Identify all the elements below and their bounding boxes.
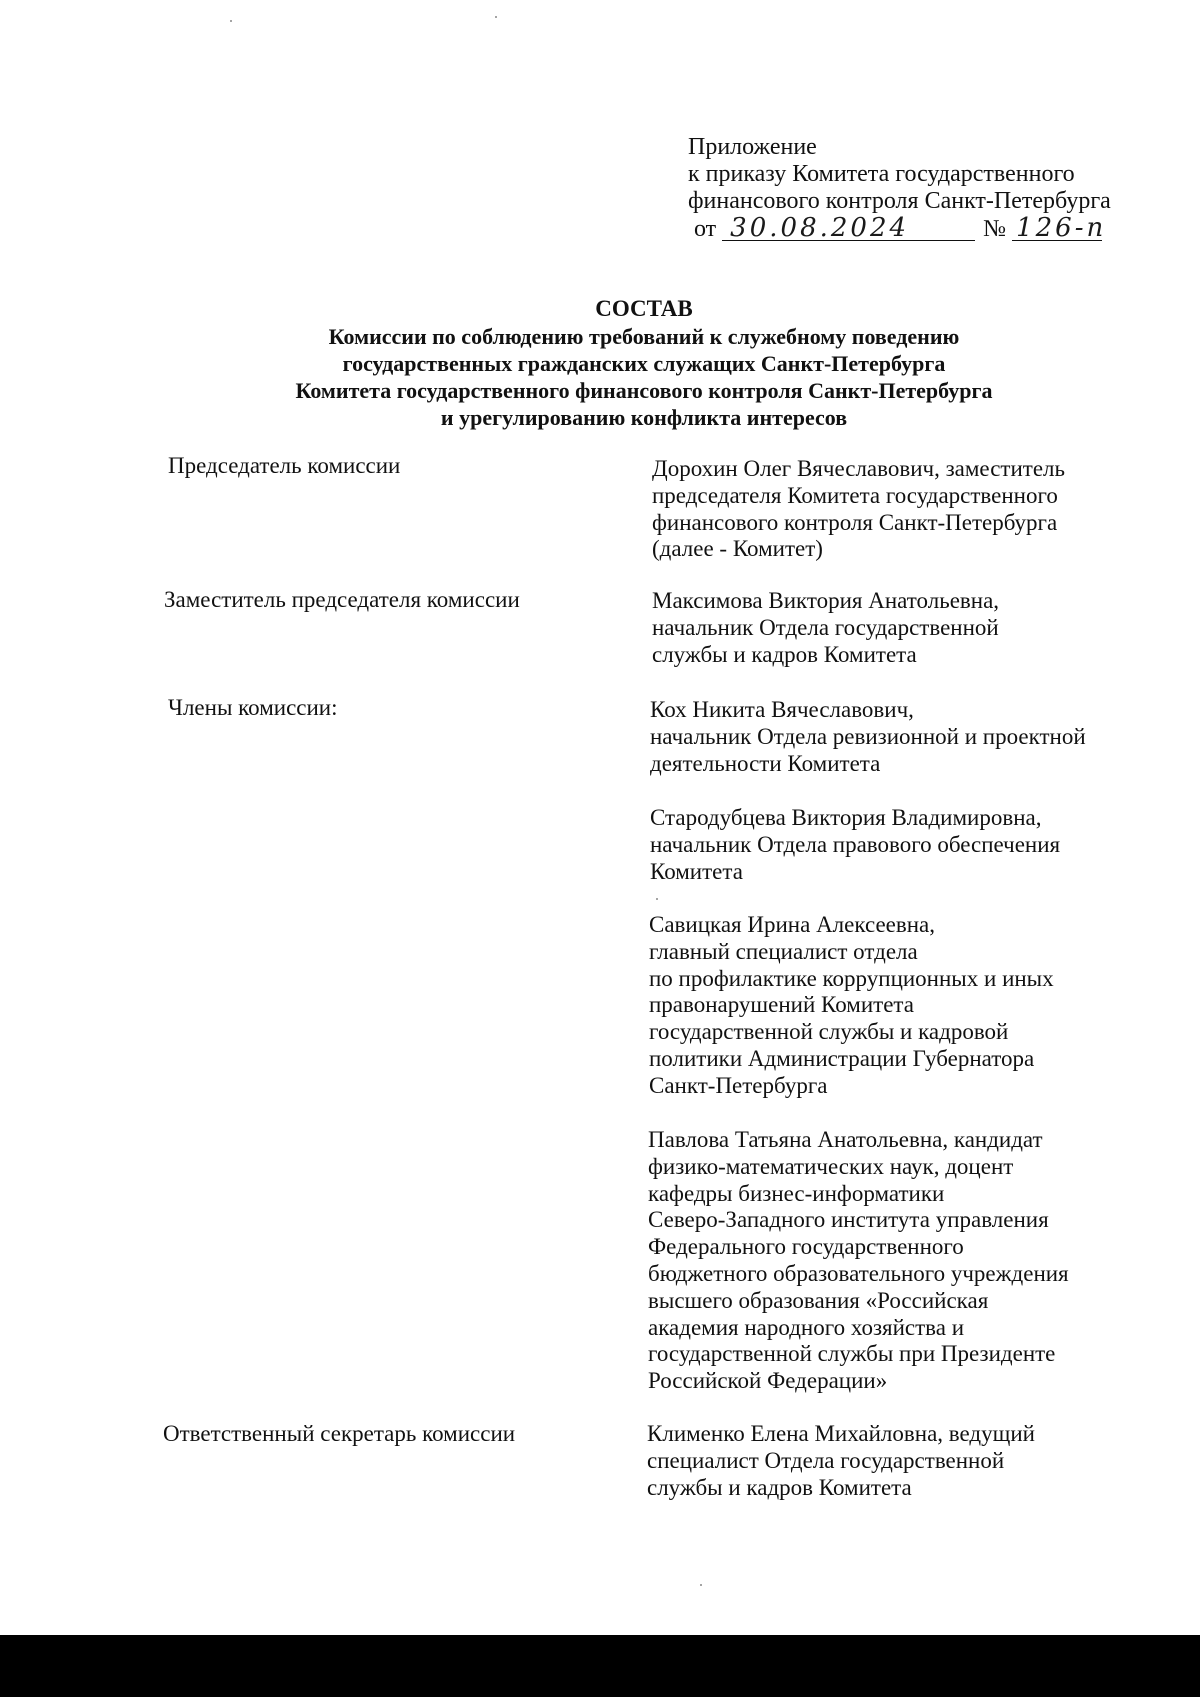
number-label: № [983, 216, 1007, 242]
document-title [0, 295, 1200, 431]
member-3-line: по профилактике коррупционных и иных [649, 965, 1054, 991]
member-4-line: физико-математических наук, доцент [648, 1153, 1014, 1179]
person-chair-line: председателя Комитета государственного [652, 482, 1058, 508]
title-line-4: и урегулированию конфликта интересов [440, 405, 848, 430]
handwritten-date: 30.08.2024 [722, 216, 975, 241]
scan-speck [495, 16, 497, 18]
scan-speck [700, 1584, 702, 1586]
member-4-line: бюджетного образовательного учреждения [648, 1260, 1069, 1286]
person-member-3 [649, 912, 1119, 1100]
title-line-1: Комиссии по соблюдению требований к служебному поведению [328, 324, 960, 349]
scan-speck [656, 898, 658, 900]
member-4-line: академия народного хозяйства и [648, 1314, 965, 1340]
role-members: Члены комиссии: [168, 695, 338, 720]
person-secretary-line: службы и кадров Комитета [647, 1474, 912, 1500]
person-chair-line: Дорохин Олег Вячеславович, заместитель [652, 456, 1065, 481]
member-4-line: Российской Федерации» [648, 1368, 888, 1394]
member-1-line: деятельности Комитета [650, 750, 881, 776]
person-deputy-line: Максимова Виктория Анатольевна, [652, 588, 1000, 613]
member-3-line: политики Администрации Губернатора [649, 1045, 1035, 1071]
handwritten-order-number: 126-п [1012, 216, 1102, 241]
person-secretary-line: Клименко Елена Михайловна, ведущий [647, 1421, 1035, 1446]
member-3-line: правонарушений Комитета [649, 992, 914, 1018]
date-label: от [694, 216, 717, 242]
member-3-line: Санкт-Петербурга [649, 1072, 828, 1098]
person-chair-line: финансового контроля Санкт-Петербурга [652, 509, 1058, 535]
member-4-line: Федерального государственного [648, 1234, 964, 1260]
person-deputy-line: службы и кадров Комитета [652, 641, 917, 667]
scan-border-bottom [0, 1635, 1200, 1697]
person-secretary-line: специалист Отдела государственной [647, 1447, 1005, 1473]
member-4-line: кафедры бизнес-информатики [648, 1180, 945, 1206]
member-4-line: Павлова Татьяна Анатольевна, кандидат [648, 1127, 1043, 1152]
member-2-line: начальник Отдела правового обеспечения [650, 831, 1061, 857]
person-chair [652, 456, 1122, 563]
member-3-line: главный специалист отдела [649, 938, 918, 964]
role-deputy-chair: Заместитель председателя комиссии [164, 587, 520, 612]
appendix-line-1: Приложение [688, 134, 817, 160]
role-secretary: Ответственный секретарь комиссии [163, 1421, 516, 1446]
order-date-line [688, 213, 1168, 243]
scan-speck [230, 20, 232, 22]
title-line-3: Комитета государственного финансового контроля Санкт-Петербурга [295, 378, 993, 403]
member-2-line: Комитета [650, 858, 743, 884]
person-deputy-chair [652, 588, 1122, 668]
appendix-line-3: финансового контроля Санкт-Петербурга [688, 188, 1111, 214]
person-member-2 [650, 805, 1120, 885]
member-2-line: Стародубцева Виктория Владимировна, [650, 805, 1042, 830]
role-chair: Председатель комиссии [168, 453, 401, 478]
member-3-line: государственной службы и кадровой [649, 1019, 1009, 1045]
person-secretary [647, 1421, 1117, 1501]
member-1-line: Кох Никита Вячеславович, [650, 697, 914, 722]
person-member-1 [650, 697, 1120, 777]
appendix-header [688, 134, 1168, 243]
member-4-line: высшего образования «Российская [648, 1287, 989, 1313]
person-deputy-line: начальник Отдела государственной [652, 614, 999, 640]
appendix-line-2: к приказу Комитета государственного [688, 161, 1075, 187]
person-member-4 [648, 1127, 1118, 1395]
member-3-line: Савицкая Ирина Алексеевна, [649, 912, 936, 937]
member-4-line: государственной службы при Президенте [648, 1341, 1056, 1367]
person-chair-line: (далее - Комитет) [652, 536, 823, 562]
member-4-line: Северо-Западного института управления [648, 1207, 1049, 1233]
title-line-2: государственных гражданских служащих Санкт-Петербурга [342, 351, 946, 376]
member-1-line: начальник Отдела ревизионной и проектной [650, 723, 1086, 749]
title-main: СОСТАВ [595, 296, 693, 321]
